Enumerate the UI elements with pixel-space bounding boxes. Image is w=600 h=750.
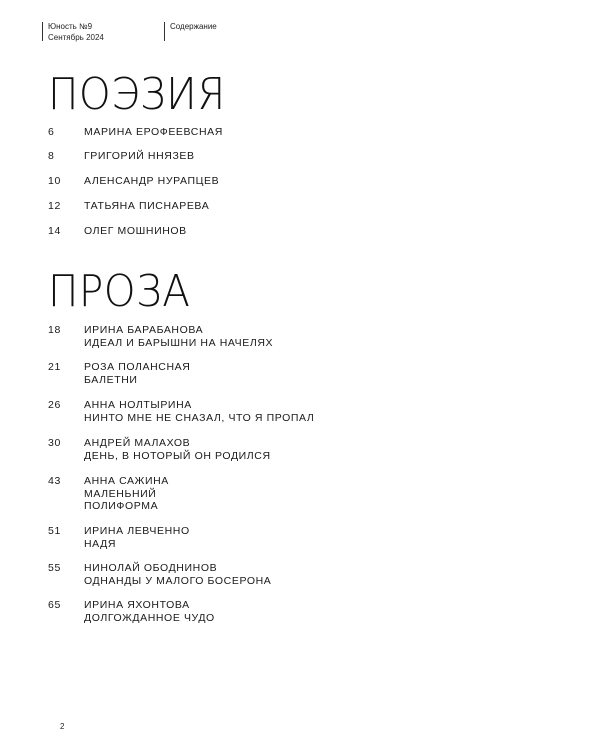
toc-work-title: НИНТО МНЕ НЕ СНАЗАЛ, ЧТО Я ПРОПАЛ xyxy=(84,411,315,424)
toc-author: ИРИНА ЯХОНТОВА xyxy=(84,599,190,611)
toc-entry-text xyxy=(84,200,209,213)
toc-author: МАРИНА ЕРОФЕЕВСНАЯ xyxy=(84,126,223,138)
toc-page-number: 55 xyxy=(48,562,61,574)
toc-entry-text xyxy=(84,525,190,550)
toc-page-number: 6 xyxy=(48,126,55,138)
toc-author: ИРИНА ЛЕВЧЕННО xyxy=(84,525,190,537)
toc-author: АННА НОЛТЫРИНА xyxy=(84,399,192,411)
toc-author: ИРИНА БАРАБАНОВА xyxy=(84,324,204,336)
toc-entry-text xyxy=(84,150,195,163)
toc-page-number: 10 xyxy=(48,175,61,187)
toc-page-number: 12 xyxy=(48,200,61,212)
toc-work-title: ДЕНЬ, В НОТОРЫЙ ОН РОДИЛСЯ xyxy=(84,449,271,462)
toc-entry-text xyxy=(84,475,169,513)
toc-entry-text xyxy=(84,175,219,188)
toc-entry-text xyxy=(84,126,223,139)
section-info xyxy=(164,22,290,41)
toc-page-number: 14 xyxy=(48,225,61,237)
toc-work-title: НАДЯ xyxy=(84,537,117,550)
toc-page-number: 21 xyxy=(48,361,61,373)
toc-entry-text xyxy=(84,361,190,386)
toc-work-title: ОДНАНДЫ У МАЛОГО БОСЕРОНА xyxy=(84,574,272,587)
toc-entry-text xyxy=(84,399,314,424)
toc-author: ОЛЕГ МОШНИНОВ xyxy=(84,225,187,237)
magazine-title: Юность №9 xyxy=(48,22,93,31)
toc-author: АННА САЖИНА xyxy=(84,475,169,487)
toc-page-number: 51 xyxy=(48,525,61,537)
toc-page-number: 18 xyxy=(48,324,61,336)
toc-page-number: 43 xyxy=(48,475,61,487)
toc-author: РОЗА ПОЛАНСНАЯ xyxy=(84,361,191,373)
magazine-info xyxy=(42,22,158,41)
section-title-prose: ПРОЗА xyxy=(48,266,191,317)
toc-entry-text xyxy=(84,562,271,587)
toc-page-number: 30 xyxy=(48,437,61,449)
toc-work-title: МАЛЕНЬНИЙ xyxy=(84,487,157,500)
toc-page-number: 26 xyxy=(48,399,61,411)
toc-page-number: 65 xyxy=(48,599,61,611)
page-number: 2 xyxy=(60,722,65,731)
toc-author: АНДРЕЙ МАЛАХОВ xyxy=(84,437,191,449)
toc-author: ГРИГОРИЙ ННЯЗЕВ xyxy=(84,150,195,162)
toc-author: ТАТЬЯНА ПИСНАРЕВА xyxy=(84,200,210,212)
toc-entry-text xyxy=(84,599,215,624)
section-label: Содержание xyxy=(170,22,217,31)
section-title-poetry: ПОЭЗИЯ xyxy=(48,69,226,120)
toc-work-title: БАЛЕТНИ xyxy=(84,373,138,386)
toc-work-title: ПОЛИФОРМА xyxy=(84,500,159,512)
toc-author: АЛЕНСАНДР НУРАПЦЕВ xyxy=(84,175,220,187)
toc-author: НИНОЛАЙ ОБОДНИНОВ xyxy=(84,562,218,574)
toc-work-title: ИДЕАЛ И БАРЫШНИ НА НАЧЕЛЯХ xyxy=(84,336,274,349)
toc-page-number: 8 xyxy=(48,150,55,162)
toc-entry-text xyxy=(84,437,271,462)
toc-work-title: ДОЛГОЖДАННОЕ ЧУДО xyxy=(84,611,215,624)
issue-date: Сентябрь 2024 xyxy=(48,32,104,42)
toc-entry-text xyxy=(84,324,273,349)
toc-entry-text xyxy=(84,225,187,238)
